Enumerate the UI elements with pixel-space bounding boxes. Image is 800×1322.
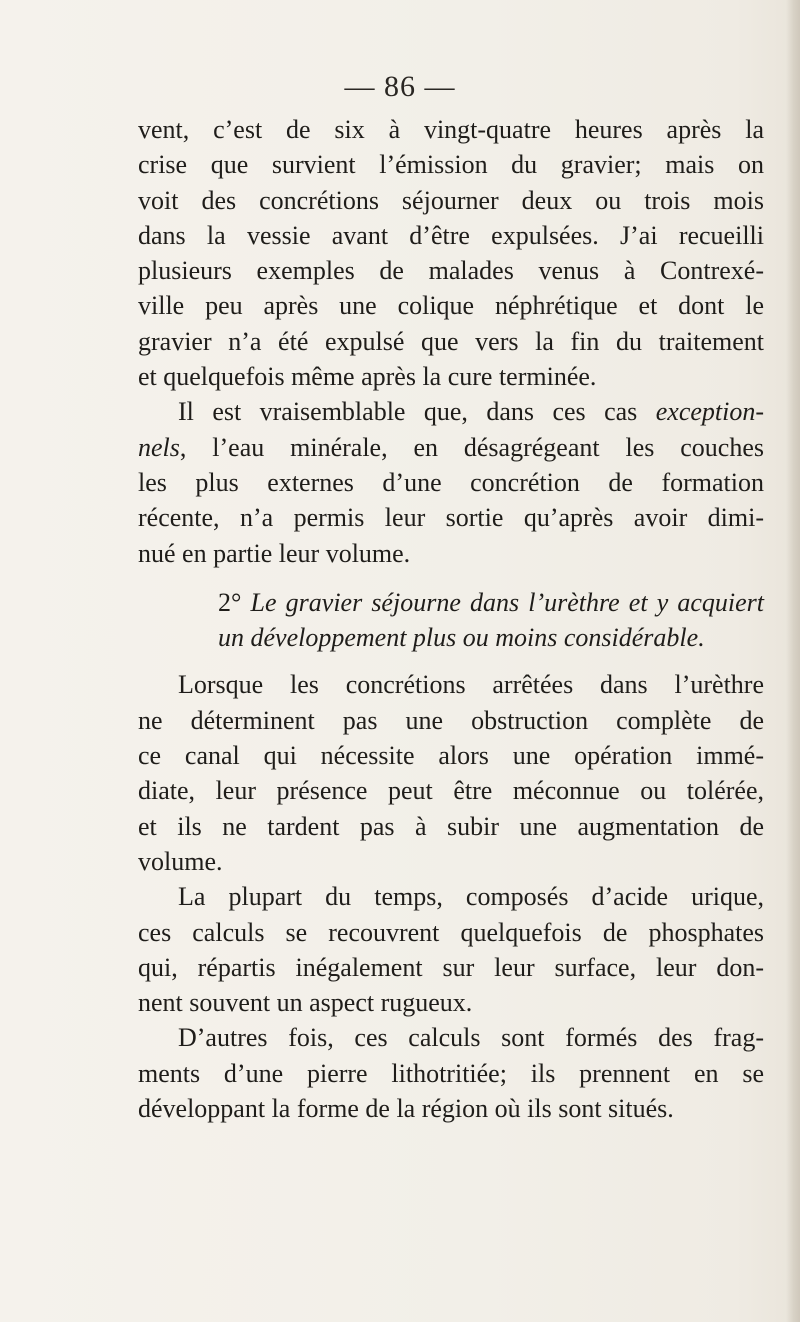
text-line: ne déterminent pas une obstruction complète de [138,705,764,735]
text-line: ville peu après une colique néphrétique et dont le [138,291,764,321]
paragraph-1 [138,112,764,394]
text-line: ments d’une pierre lithotritiée; ils prennent en se [138,1058,764,1088]
text-segment: Il est vraisemblable que, dans ces cas [178,397,656,427]
text-line: qui, répartis inégalement sur leur surface, leur don- [138,952,764,982]
text-line: développant la forme de la région où ils sont situés. [138,1094,674,1124]
section-title-part: Le gravier séjourne dans l’urèthre et y acquiert [250,587,764,617]
text-line: récente, n’a permis leur sortie qu’après avoir dimi- [138,503,764,533]
text-line: les plus externes d’une concrétion de formation [138,467,764,497]
text-line: et quelquefois même après la cure terminée. [138,362,597,392]
text-line: crise que survient l’émission du gravier; mais on [138,150,764,180]
section-heading [138,585,764,656]
text-line: dans la vessie avant d’être expulsées. J’ai recueilli [138,220,764,250]
text-line: diate, leur présence peut être méconnue ou tolérée, [138,776,764,806]
paragraph-3 [138,667,764,879]
text-line: nent souvent un aspect rugueux. [138,988,473,1018]
paragraph-2 [138,394,764,570]
text-segment: , l’eau minérale, en désagrégeant les couches [179,432,764,462]
text-line: La plupart du temps, composés d’acide urique, [178,882,764,912]
text-line: et ils ne tardent pas à subir une augmentation de [138,811,764,841]
text-line: ces calculs se recouvrent quelquefois de phosphates [138,917,764,947]
section-number: 2° [218,587,242,617]
italic-segment: nels [138,432,180,462]
page-body [138,112,764,1126]
text-line [138,430,764,465]
text-line: plusieurs exemples de malades venus à Contrexé- [138,256,764,286]
text-line: ce canal qui nécessite alors une opération immé- [138,741,764,771]
text-line: nué en partie leur volume. [138,538,411,568]
paragraph-5 [138,1020,764,1126]
page-edge-shadow [786,0,800,1322]
text-line: volume. [138,846,223,876]
paragraph-4 [138,879,764,1020]
section-heading-line: un développement plus ou moins considérable. [218,623,705,653]
text-line: voit des concrétions séjourner deux ou trois mois [138,185,764,215]
italic-segment: exception- [655,397,764,427]
text-line [138,394,764,429]
section-heading-line [138,585,764,620]
text-line: D’autres fois, ces calculs sont formés des frag- [178,1023,764,1053]
text-line: Lorsque les concrétions arrêtées dans l’urèthre [178,670,764,700]
page-number-header: — 86 — [344,70,456,103]
text-line: gravier n’a été expulsé que vers la fin du traitement [138,326,764,356]
text-line: vent, c’est de six à vingt-quatre heures après la [138,115,764,144]
